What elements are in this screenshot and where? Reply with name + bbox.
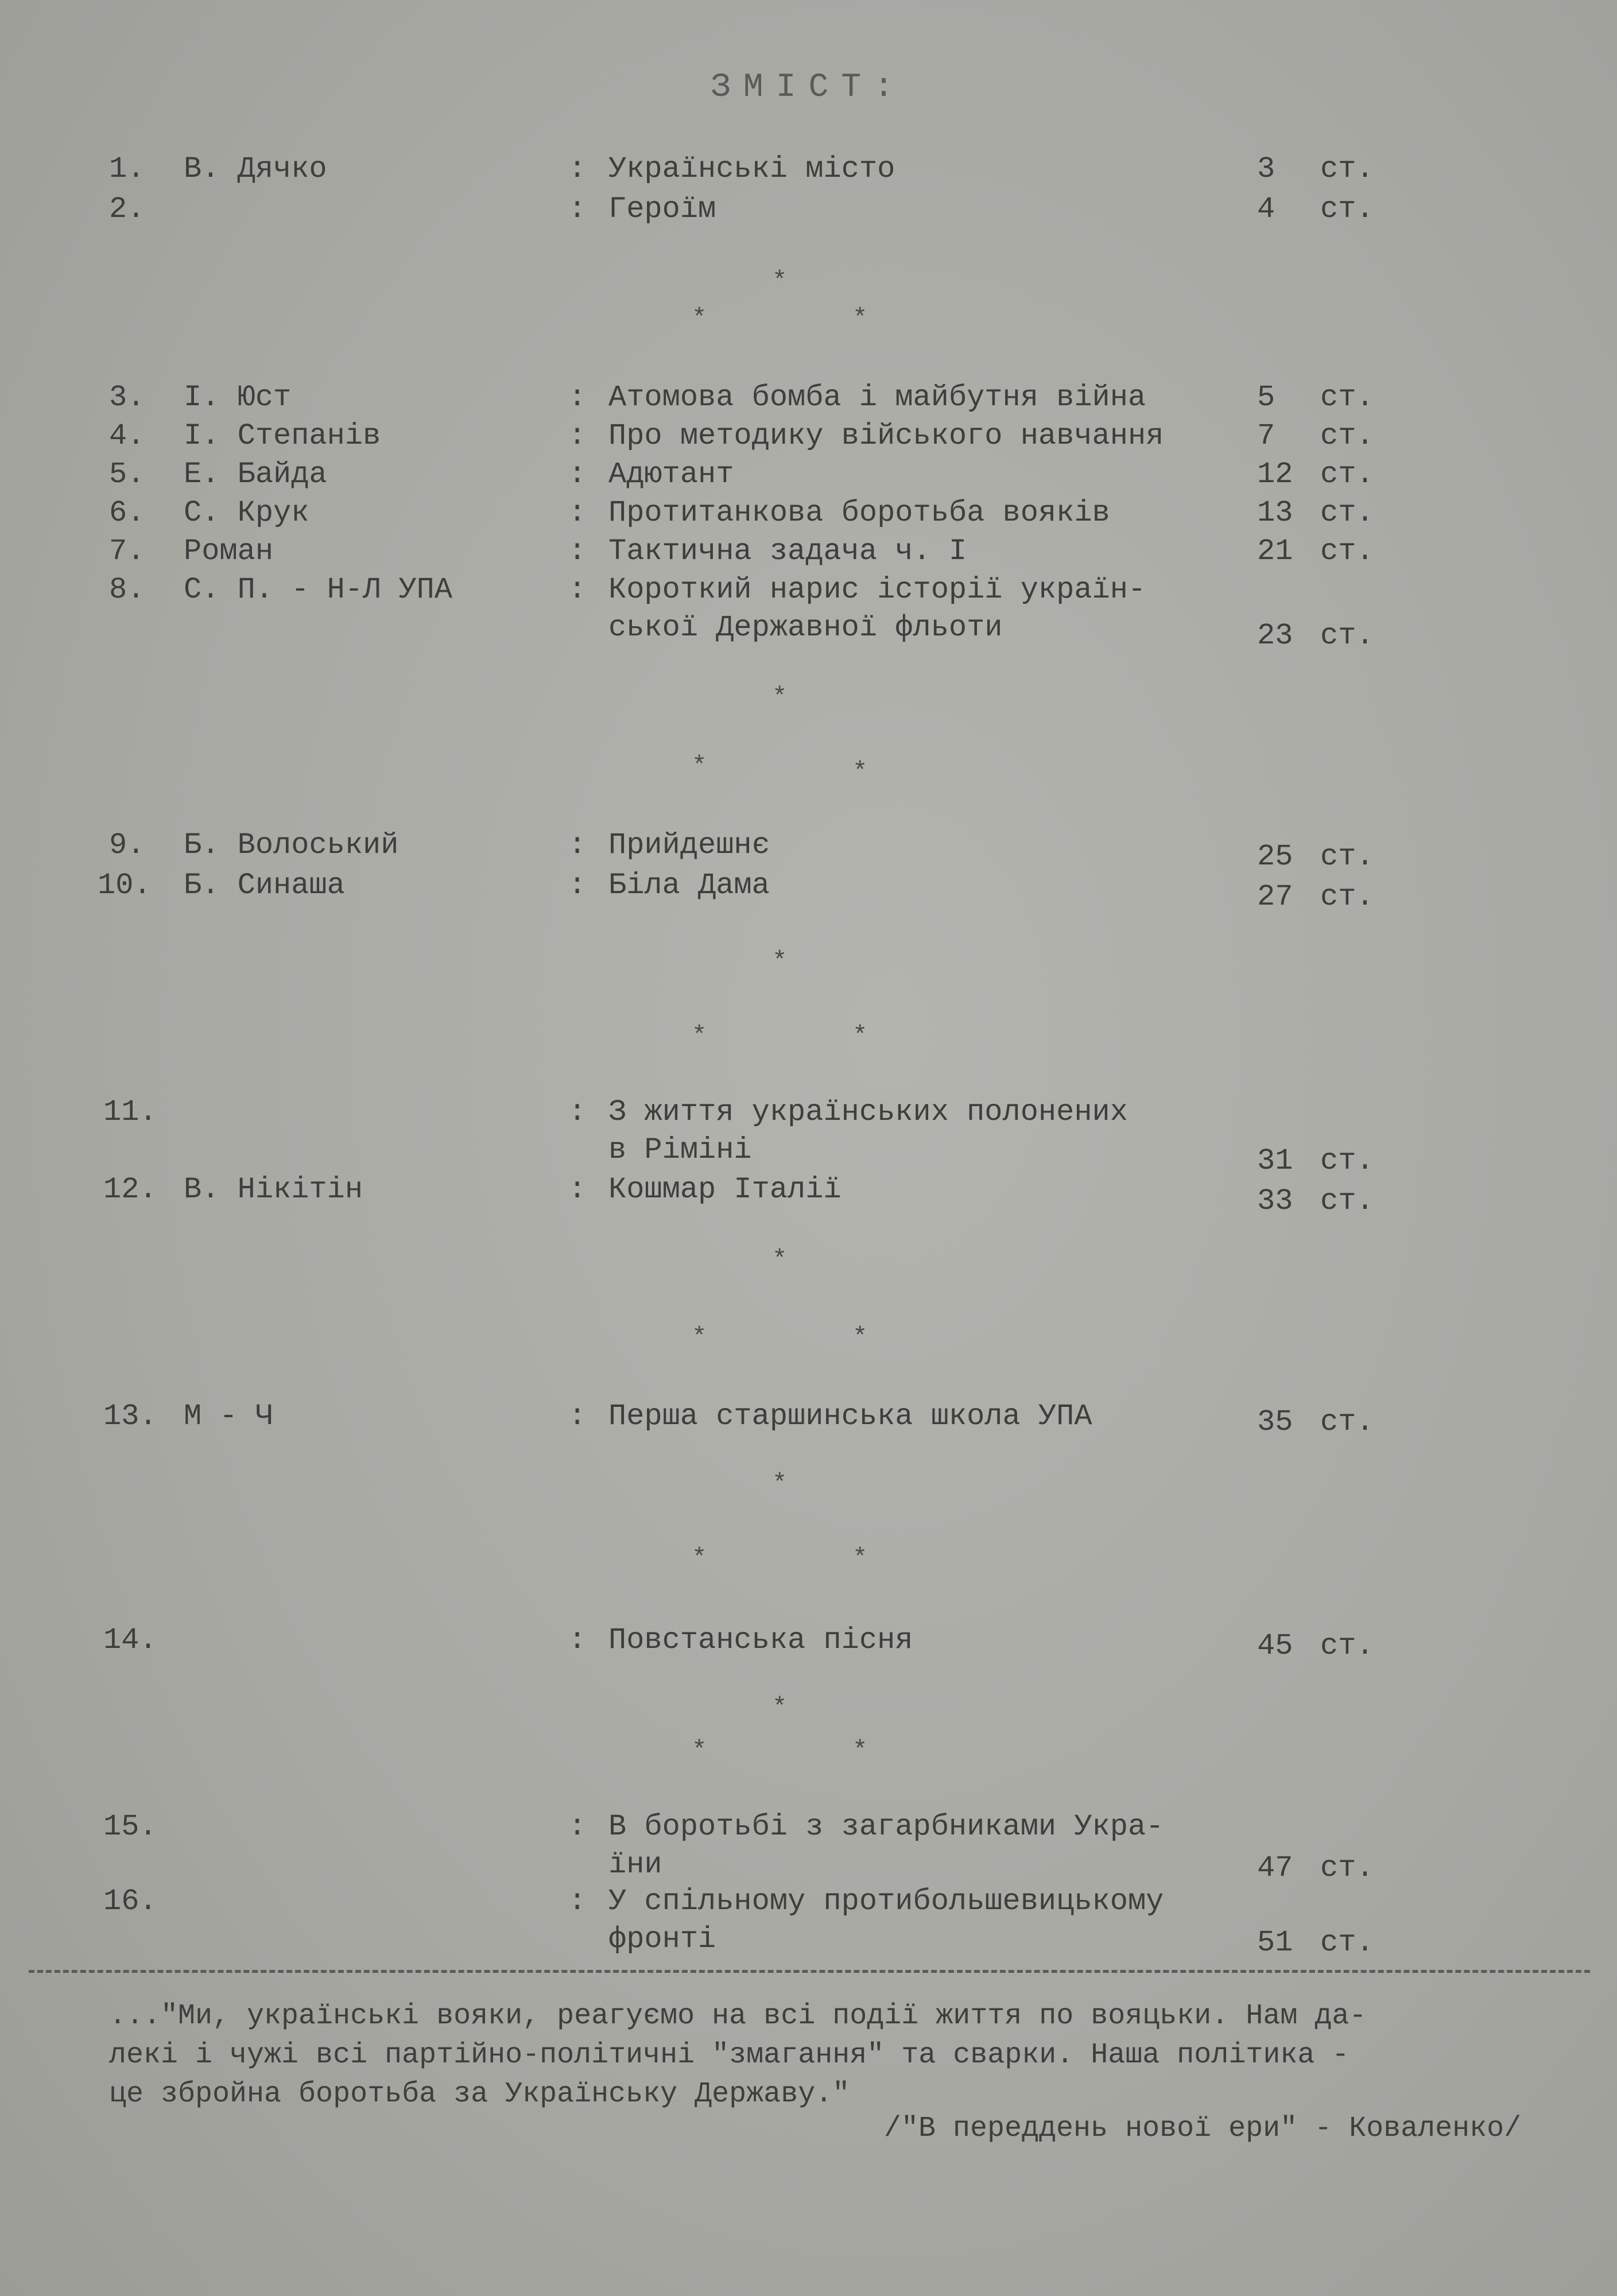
entry-author: Б. Синаша [184, 868, 345, 902]
entry-separator: : [568, 828, 587, 862]
entry-page-abbr: ст. [1320, 880, 1374, 914]
entry-page-abbr: ст. [1320, 457, 1374, 491]
separator-asterisk: * [692, 752, 707, 781]
entry-page-abbr: ст. [1320, 534, 1374, 568]
separator-asterisk: * [772, 683, 788, 712]
entry-page-abbr: ст. [1320, 381, 1374, 414]
entry-title-continuation: в Ріміні [608, 1133, 752, 1167]
entry-title-continuation: їни [608, 1848, 662, 1882]
entry-separator: : [568, 419, 587, 453]
entry-page: 12 [1257, 457, 1293, 491]
entry-page: 51 [1257, 1926, 1293, 1960]
entry-page: 31 [1257, 1144, 1293, 1178]
separator-asterisk: * [852, 304, 868, 333]
entry-separator: : [568, 1095, 587, 1129]
entry-number: 16. [103, 1884, 157, 1918]
entry-author: Роман [184, 534, 274, 568]
footer-quote-source: /"В переддень нової ери" - Коваленко/ [884, 2112, 1522, 2145]
separator-asterisk: * [692, 1544, 707, 1573]
entry-author: Б. Волоський [184, 828, 399, 862]
footer-quote-line: ..."Ми, українські вояки, реагуємо на всі події життя по вояцьки. Нам да- [109, 2000, 1367, 2033]
separator-asterisk: * [692, 1022, 707, 1050]
entry-number: 11. [103, 1095, 157, 1129]
entry-number: 10. [98, 868, 152, 902]
separator-asterisk: * [692, 1736, 707, 1765]
entry-separator: : [568, 1623, 587, 1657]
separator-asterisk: * [852, 1544, 868, 1573]
separator-asterisk: * [852, 1022, 868, 1050]
entry-page: 4 [1257, 192, 1275, 226]
entry-number: 5. [109, 457, 145, 491]
entry-page-abbr: ст. [1320, 619, 1374, 653]
entry-page-abbr: ст. [1320, 192, 1374, 226]
entry-title: Атомова бомба і майбутня війна [608, 381, 1146, 414]
entry-separator: : [568, 192, 587, 226]
entry-title: Короткий нарис історії україн- [608, 573, 1146, 607]
entry-page: 35 [1257, 1405, 1293, 1439]
entry-author: В. Нікітін [184, 1173, 363, 1207]
entry-author: С. Крук [184, 496, 309, 530]
entry-page-abbr: ст. [1320, 1184, 1374, 1218]
entry-number: 3. [109, 381, 145, 414]
entry-author: В. Дячко [184, 152, 327, 186]
separator-asterisk: * [772, 1469, 788, 1498]
entry-page-abbr: ст. [1320, 496, 1374, 530]
entry-separator: : [568, 1810, 587, 1844]
footer-divider [29, 1970, 1590, 1973]
entry-title-continuation: ської Державної фльоти [608, 611, 1003, 645]
entry-author: І. Юст [184, 381, 292, 414]
entry-page-abbr: ст. [1320, 1926, 1374, 1960]
entry-separator: : [568, 1884, 587, 1918]
entry-page: 25 [1257, 840, 1293, 874]
separator-asterisk: * [692, 304, 707, 333]
entry-separator: : [568, 381, 587, 414]
entry-page-abbr: ст. [1320, 1405, 1374, 1439]
entry-page-abbr: ст. [1320, 840, 1374, 874]
entry-page-abbr: ст. [1320, 1144, 1374, 1178]
separator-asterisk: * [692, 1323, 707, 1352]
entry-author: Е. Байда [184, 457, 327, 491]
entry-page-abbr: ст. [1320, 419, 1374, 453]
entry-title: Про методику війського навчання [608, 419, 1164, 453]
entry-title: Прийдешнє [608, 828, 770, 862]
entry-number: 2. [109, 192, 145, 226]
entry-title: У спільному протибольшевицькому [608, 1884, 1164, 1918]
entry-title: Перша старшинська школа УПА [608, 1399, 1092, 1433]
entry-separator: : [568, 152, 587, 186]
entry-page: 45 [1257, 1629, 1293, 1663]
entry-page: 27 [1257, 880, 1293, 914]
entry-page: 13 [1257, 496, 1293, 530]
entry-separator: : [568, 457, 587, 491]
entry-number: 4. [109, 419, 145, 453]
separator-asterisk: * [852, 758, 868, 786]
footer-quote-line: це збройна боротьба за Українську Державу." [109, 2078, 850, 2111]
entry-separator: : [568, 573, 587, 607]
entry-page: 33 [1257, 1184, 1293, 1218]
entry-title: В боротьбі з загарбниками Укра- [608, 1810, 1164, 1844]
entry-title: Українські місто [608, 152, 895, 186]
entry-page: 47 [1257, 1851, 1293, 1885]
entry-number: 1. [109, 152, 145, 186]
separator-asterisk: * [772, 267, 788, 296]
entry-title: З життя українських полонених [608, 1095, 1128, 1129]
entry-title: Тактична задача ч. І [608, 534, 967, 568]
entry-number: 14. [103, 1623, 157, 1657]
entry-separator: : [568, 534, 587, 568]
entry-title: Протитанкова боротьба вояків [608, 496, 1110, 530]
entry-number: 13. [103, 1399, 157, 1433]
entry-page: 21 [1257, 534, 1293, 568]
entry-page-abbr: ст. [1320, 1629, 1374, 1663]
footer-quote-line: лекі і чужі всі партійно-політичні "змагання" та сварки. Наша політика - [109, 2039, 1350, 2072]
entry-separator: : [568, 868, 587, 902]
entry-title: Кошмар Італії [608, 1173, 842, 1207]
entry-separator: : [568, 1399, 587, 1433]
entry-number: 6. [109, 496, 145, 530]
entry-title: Біла Дама [608, 868, 770, 902]
entry-page-abbr: ст. [1320, 1851, 1374, 1885]
entry-page: 5 [1257, 381, 1275, 414]
entry-separator: : [568, 496, 587, 530]
page-title: ЗМІСТ: [711, 69, 906, 106]
entry-title-continuation: фронті [608, 1922, 716, 1956]
entry-title: Героїм [608, 192, 716, 226]
entry-page: 7 [1257, 419, 1275, 453]
entry-page: 3 [1257, 152, 1275, 186]
entry-separator: : [568, 1173, 587, 1207]
separator-asterisk: * [772, 1693, 788, 1722]
entry-number: 12. [103, 1173, 157, 1207]
entry-author: С. П. - Н-Л УПА [184, 573, 453, 607]
entry-number: 15. [103, 1810, 157, 1844]
entry-author: І. Степанів [184, 419, 381, 453]
entry-number: 7. [109, 534, 145, 568]
entry-title: Адютант [608, 457, 734, 491]
entry-title: Повстанська пісня [608, 1623, 913, 1657]
separator-asterisk: * [772, 947, 788, 976]
separator-asterisk: * [852, 1736, 868, 1765]
entry-page: 23 [1257, 619, 1293, 653]
entry-page-abbr: ст. [1320, 152, 1374, 186]
separator-asterisk: * [852, 1323, 868, 1352]
entry-number: 9. [109, 828, 145, 862]
entry-number: 8. [109, 573, 145, 607]
separator-asterisk: * [772, 1246, 788, 1274]
entry-author: М - Ч [184, 1399, 274, 1433]
